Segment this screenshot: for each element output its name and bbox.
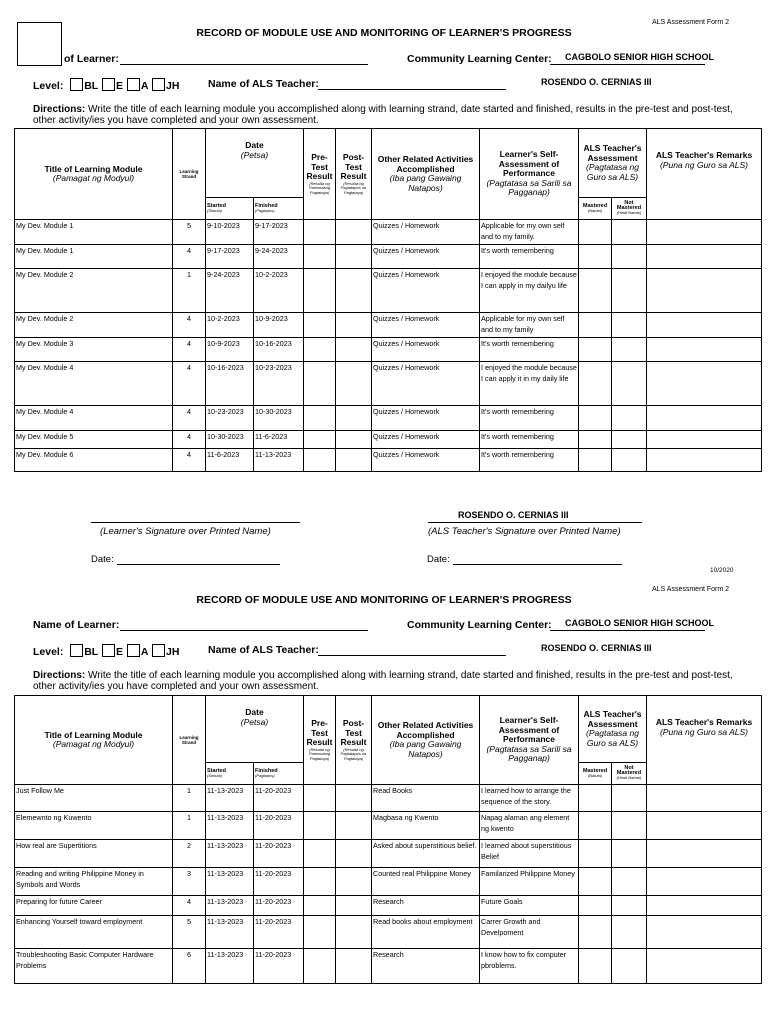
cell-pretest[interactable]: [304, 431, 336, 449]
cell-finished: 11-20-2023: [254, 949, 304, 984]
cell-self-assessment: Napag alaman ang element ng kwento: [480, 812, 579, 840]
cell-finished: 10-23-2023: [254, 362, 304, 406]
module-table-1: [14, 128, 762, 472]
cell-strand: 5: [173, 916, 206, 949]
cell-not-mastered[interactable]: [612, 431, 647, 449]
level-option-e: E: [115, 80, 123, 92]
teacher-signature-label: (ALS Teacher's Signature over Printed Name): [428, 526, 621, 537]
cell-started: 10-2-2023: [206, 313, 254, 338]
header-not-mastered: Not Mastered (Hindi Natuto): [612, 763, 647, 785]
cell-started: 11-13-2023: [206, 812, 254, 840]
cell-pretest[interactable]: [304, 313, 336, 338]
cell-finished: 11-6-2023: [254, 431, 304, 449]
learner-date-field[interactable]: [117, 564, 280, 565]
cell-mastered[interactable]: [579, 785, 612, 812]
cell-other-activity: Quizzes / Homework: [372, 269, 480, 313]
cell-module-title: My Dev. Module 6: [15, 449, 173, 472]
table-row: [15, 916, 762, 949]
clc-label: Community Learning Center:: [407, 619, 552, 631]
header-other-activities: Other Related Activities Accomplished (Iba pang Gawaing Natapos): [372, 696, 480, 785]
table-row: [15, 269, 762, 313]
header-title-module: Title of Learning Module (Pamagat ng Modyul): [15, 696, 173, 785]
cell-remarks[interactable]: [647, 220, 762, 245]
header-pretest: Pre-Test Result (Resulta ng Panimulang Pagtataya): [304, 696, 336, 785]
cell-self-assessment: It's worth remembering: [480, 338, 579, 362]
level-label: Level:: [33, 646, 64, 658]
cell-strand: 4: [173, 313, 206, 338]
header-als-assessment: ALS Teacher's Assessment (Pagtatasa ng Guro sa ALS): [579, 129, 647, 198]
cell-self-assessment: Carrer Growth and Develpoment: [480, 916, 579, 949]
cell-module-title: Preparing for future Career: [15, 896, 173, 916]
clc-value: CAGBOLO SENIOR HIGH SCHOOL: [565, 618, 715, 628]
learner-name-field[interactable]: [120, 630, 368, 631]
cell-posttest[interactable]: [336, 916, 372, 949]
cell-finished: 11-20-2023: [254, 840, 304, 868]
cell-finished: 10-30-2023: [254, 406, 304, 431]
cell-mastered[interactable]: [579, 338, 612, 362]
teacher-date-field[interactable]: [453, 564, 622, 565]
level-checkbox-e[interactable]: [102, 644, 115, 657]
cell-posttest[interactable]: [336, 449, 372, 472]
cell-mastered[interactable]: [579, 245, 612, 269]
directions: [33, 670, 743, 692]
cell-mastered[interactable]: [579, 896, 612, 916]
directions: [33, 104, 743, 126]
cell-strand: 5: [173, 220, 206, 245]
level-option-e: E: [115, 646, 123, 658]
cell-not-mastered[interactable]: [612, 269, 647, 313]
cell-remarks[interactable]: [647, 949, 762, 984]
cell-pretest[interactable]: [304, 840, 336, 868]
level-option-a: A: [140, 646, 149, 658]
cell-remarks[interactable]: [647, 916, 762, 949]
level-checkbox-jh[interactable]: [152, 644, 165, 657]
cell-other-activity: Quizzes / Homework: [372, 220, 480, 245]
cell-pretest[interactable]: [304, 896, 336, 916]
cell-self-assessment: I know how to fix computer pbroblems.: [480, 949, 579, 984]
header-other-activities: Other Related Activities Accomplished (Iba pang Gawaing Natapos): [372, 129, 480, 220]
cell-strand: 1: [173, 812, 206, 840]
cell-pretest[interactable]: [304, 812, 336, 840]
cell-other-activity: Quizzes / Homework: [372, 431, 480, 449]
cell-module-title: Reading and writing Philippine Money in Symbols and Words: [15, 868, 173, 896]
clc-field[interactable]: [550, 630, 705, 631]
cell-posttest[interactable]: [336, 949, 372, 984]
cell-self-assessment: Familarized Philippine Money: [480, 868, 579, 896]
cell-not-mastered[interactable]: [612, 896, 647, 916]
form-title: RECORD OF MODULE USE AND MONITORING OF LEARNER'S PROGRESS: [196, 27, 572, 39]
cell-other-activity: Asked about superstitious belief.: [372, 840, 480, 868]
cell-pretest[interactable]: [304, 269, 336, 313]
cell-module-title: My Dev. Module 2: [15, 313, 173, 338]
directions-label: Directions:: [33, 104, 86, 115]
cell-pretest[interactable]: [304, 868, 336, 896]
cell-module-title: My Dev. Module 3: [15, 338, 173, 362]
table-row: [15, 313, 762, 338]
cell-remarks[interactable]: [647, 785, 762, 812]
cell-remarks[interactable]: [647, 269, 762, 313]
cell-module-title: My Dev. Module 4: [15, 362, 173, 406]
cell-pretest[interactable]: [304, 406, 336, 431]
table-row: [15, 245, 762, 269]
header-finished: Finished (Pagtapos): [254, 198, 304, 220]
cell-mastered[interactable]: [579, 362, 612, 406]
cell-finished: 10-9-2023: [254, 313, 304, 338]
cell-not-mastered[interactable]: [612, 916, 647, 949]
cell-finished: 11-20-2023: [254, 916, 304, 949]
cell-finished: 11-20-2023: [254, 785, 304, 812]
level-option-jh: JH: [166, 646, 180, 658]
cell-mastered[interactable]: [579, 431, 612, 449]
level-checkbox-a[interactable]: [127, 78, 140, 91]
cell-not-mastered[interactable]: [612, 868, 647, 896]
cell-mastered[interactable]: [579, 949, 612, 984]
level-checkbox-bl[interactable]: [70, 644, 83, 657]
cell-pretest[interactable]: [304, 245, 336, 269]
level-option-jh: JH: [166, 80, 180, 92]
cell-strand: 4: [173, 245, 206, 269]
learner-date-label: Date:: [91, 554, 114, 565]
cell-finished: 11-20-2023: [254, 812, 304, 840]
cell-self-assessment: It's worth remembering: [480, 449, 579, 472]
teacher-value: ROSENDO O. CERNIAS III: [541, 77, 652, 87]
cell-started: 11-13-2023: [206, 785, 254, 812]
learner-name-field[interactable]: [120, 64, 368, 65]
table-row: [15, 220, 762, 245]
cell-not-mastered[interactable]: [612, 449, 647, 472]
cell-started: 11-6-2023: [206, 449, 254, 472]
table-row: [15, 840, 762, 868]
cell-remarks[interactable]: [647, 896, 762, 916]
directions-label: Directions:: [33, 670, 86, 681]
cell-posttest[interactable]: [336, 245, 372, 269]
cell-self-assessment: I enjoyed the module because I can apply in my dailyu life: [480, 269, 579, 313]
cell-posttest[interactable]: [336, 431, 372, 449]
cell-pretest[interactable]: [304, 949, 336, 984]
cell-pretest[interactable]: [304, 220, 336, 245]
cell-self-assessment: It's worth remembering: [480, 431, 579, 449]
cell-pretest[interactable]: [304, 338, 336, 362]
header-pretest: Pre-Test Result (Resulta ng Panimulang Pagtataya): [304, 129, 336, 220]
cell-module-title: How real are Supertitions: [15, 840, 173, 868]
header-date: Date (Petsa): [206, 129, 304, 198]
table-row: [15, 406, 762, 431]
level-option-bl: BL: [84, 646, 99, 658]
cell-finished: 11-13-2023: [254, 449, 304, 472]
learner-signature-line[interactable]: [91, 522, 300, 523]
cell-pretest[interactable]: [304, 785, 336, 812]
form-title: RECORD OF MODULE USE AND MONITORING OF LEARNER'S PROGRESS: [196, 594, 572, 606]
cell-pretest[interactable]: [304, 362, 336, 406]
cell-posttest[interactable]: [336, 313, 372, 338]
level-label: Level:: [33, 80, 64, 92]
cell-module-title: My Dev. Module 1: [15, 245, 173, 269]
module-table-2: [14, 695, 762, 984]
cell-mastered[interactable]: [579, 916, 612, 949]
header-mastered: Mastered (Natuto): [579, 198, 612, 220]
revision-date: 10/2020: [710, 567, 734, 574]
cell-self-assessment: I enjoyed the module because I can apply it in my daily life: [480, 362, 579, 406]
cell-remarks[interactable]: [647, 812, 762, 840]
cell-posttest[interactable]: [336, 269, 372, 313]
table-row: [15, 868, 762, 896]
level-option-bl: BL: [84, 80, 99, 92]
cell-started: 10-30-2023: [206, 431, 254, 449]
cell-other-activity: Counted real Philippine Money: [372, 868, 480, 896]
cell-other-activity: Quizzes / Homework: [372, 313, 480, 338]
table-row: [15, 362, 762, 406]
cell-posttest[interactable]: [336, 362, 372, 406]
cell-posttest[interactable]: [336, 812, 372, 840]
cell-strand: 4: [173, 896, 206, 916]
cell-not-mastered[interactable]: [612, 362, 647, 406]
cell-mastered[interactable]: [579, 868, 612, 896]
cell-started: 10-16-2023: [206, 362, 254, 406]
clc-field[interactable]: [550, 64, 705, 65]
cell-finished: 9-24-2023: [254, 245, 304, 269]
level-checkbox-jh[interactable]: [152, 78, 165, 91]
cell-posttest[interactable]: [336, 896, 372, 916]
cell-not-mastered[interactable]: [612, 245, 647, 269]
level-row: [33, 78, 179, 92]
cell-module-title: Enhancing Yourself toward employment: [15, 916, 173, 949]
form-code: ALS Assessment Form 2: [652, 19, 730, 26]
cell-remarks[interactable]: [647, 338, 762, 362]
learner-label: of Learner:: [64, 53, 119, 65]
header-mastered: Mastered (Natuto): [579, 763, 612, 785]
cell-module-title: My Dev. Module 1: [15, 220, 173, 245]
level-option-a: A: [140, 80, 149, 92]
cell-self-assessment: It's worth remembering: [480, 406, 579, 431]
cell-not-mastered[interactable]: [612, 313, 647, 338]
cell-started: 11-13-2023: [206, 840, 254, 868]
cell-posttest[interactable]: [336, 220, 372, 245]
table-row: [15, 896, 762, 916]
cell-mastered[interactable]: [579, 840, 612, 868]
teacher-date-label: Date:: [427, 554, 450, 565]
directions-text: Write the title of each learning module you accomplished along with learning strand, date started and finished, results in the pre-test and post-test, other activity/ies you have completed and your own assessment.: [33, 670, 733, 692]
header-posttest: Post-Test Result (Resulta ng Pagtatapos na Pagtataya): [336, 129, 372, 220]
cell-pretest[interactable]: [304, 916, 336, 949]
cell-posttest[interactable]: [336, 840, 372, 868]
cell-strand: 1: [173, 269, 206, 313]
cell-self-assessment: It's worth remembering: [480, 245, 579, 269]
cell-not-mastered[interactable]: [612, 220, 647, 245]
cell-module-title: Troubleshooting Basic Computer Hardware Problems: [15, 949, 173, 984]
cell-mastered[interactable]: [579, 812, 612, 840]
cell-strand: 4: [173, 362, 206, 406]
header-strand: Learning Strand: [173, 696, 206, 785]
learner-label: Name of Learner:: [33, 619, 120, 631]
level-checkbox-a[interactable]: [127, 644, 140, 657]
cell-posttest[interactable]: [336, 338, 372, 362]
cell-other-activity: Quizzes / Homework: [372, 449, 480, 472]
teacher-field[interactable]: [318, 89, 506, 90]
header-started: Started (Simula): [206, 198, 254, 220]
cell-strand: 6: [173, 949, 206, 984]
teacher-field[interactable]: [318, 655, 506, 656]
level-checkbox-e[interactable]: [102, 78, 115, 91]
teacher-label: Name of ALS Teacher:: [208, 78, 319, 90]
cell-remarks[interactable]: [647, 245, 762, 269]
cell-other-activity: Quizzes / Homework: [372, 362, 480, 406]
cell-other-activity: Quizzes / Homework: [372, 406, 480, 431]
header-remarks: ALS Teacher's Remarks (Puna ng Guro sa ALS): [647, 696, 762, 785]
table-row: [15, 949, 762, 984]
learner-signature-label: (Learner's Signature over Printed Name): [100, 526, 271, 537]
cell-module-title: My Dev. Module 5: [15, 431, 173, 449]
cell-strand: 1: [173, 785, 206, 812]
cell-self-assessment: Applicable for my own self and to my family.: [480, 220, 579, 245]
cell-other-activity: Quizzes / Homework: [372, 245, 480, 269]
cell-not-mastered[interactable]: [612, 338, 647, 362]
cell-finished: 11-20-2023: [254, 896, 304, 916]
directions-text: Write the title of each learning module you accomplished along with learning strand, date started and finished, results in the pre-test and post-test, other activity/ies you have completed and your own assessment.: [33, 104, 733, 126]
cell-strand: 4: [173, 449, 206, 472]
teacher-label: Name of ALS Teacher:: [208, 644, 319, 656]
teacher-value: ROSENDO O. CERNIAS III: [541, 643, 652, 653]
cell-not-mastered[interactable]: [612, 812, 647, 840]
cell-strand: 3: [173, 868, 206, 896]
photo-box: [17, 22, 62, 66]
header-date: Date (Petsa): [206, 696, 304, 763]
cell-not-mastered[interactable]: [612, 949, 647, 984]
table-row: [15, 449, 762, 472]
cell-remarks[interactable]: [647, 406, 762, 431]
cell-module-title: Just Follow Me: [15, 785, 173, 812]
cell-remarks[interactable]: [647, 840, 762, 868]
cell-other-activity: Read Books: [372, 785, 480, 812]
cell-finished: 9-17-2023: [254, 220, 304, 245]
cell-remarks[interactable]: [647, 868, 762, 896]
cell-remarks[interactable]: [647, 431, 762, 449]
cell-self-assessment: Future Goals: [480, 896, 579, 916]
cell-strand: 4: [173, 431, 206, 449]
table-row: [15, 338, 762, 362]
cell-not-mastered[interactable]: [612, 406, 647, 431]
cell-remarks[interactable]: [647, 449, 762, 472]
cell-posttest[interactable]: [336, 406, 372, 431]
cell-posttest[interactable]: [336, 868, 372, 896]
cell-module-title: My Dev. Module 2: [15, 269, 173, 313]
cell-mastered[interactable]: [579, 220, 612, 245]
cell-other-activity: Research: [372, 896, 480, 916]
cell-module-title: Elemewnto ng Kuwento: [15, 812, 173, 840]
cell-remarks[interactable]: [647, 313, 762, 338]
header-als-assessment: ALS Teacher's Assessment (Pagtatasa ng Guro sa ALS): [579, 696, 647, 763]
cell-mastered[interactable]: [579, 449, 612, 472]
cell-mastered[interactable]: [579, 406, 612, 431]
table-row: [15, 812, 762, 840]
header-not-mastered: Not Mastered (Hindi Natuto): [612, 198, 647, 220]
cell-remarks[interactable]: [647, 362, 762, 406]
header-self-assessment: Learner's Self-Assessment of Performance (Pagtatasa sa Sarili sa Pagganap): [480, 129, 579, 220]
cell-other-activity: Quizzes / Homework: [372, 338, 480, 362]
cell-started: 9-10-2023: [206, 220, 254, 245]
form-code: ALS Assessment Form 2: [652, 586, 730, 593]
cell-started: 9-24-2023: [206, 269, 254, 313]
table-row: [15, 785, 762, 812]
header-posttest: Post-Test Result (Resulta ng Pagtatapos na Pagtataya): [336, 696, 372, 785]
header-title-module: Title of Learning Module (Pamagat ng Modyul): [15, 129, 173, 220]
teacher-signature-line[interactable]: [428, 522, 642, 523]
cell-not-mastered[interactable]: [612, 785, 647, 812]
level-checkbox-bl[interactable]: [70, 78, 83, 91]
cell-mastered[interactable]: [579, 269, 612, 313]
cell-started: 11-13-2023: [206, 916, 254, 949]
level-row: [33, 644, 179, 658]
cell-finished: 10-16-2023: [254, 338, 304, 362]
cell-strand: 4: [173, 406, 206, 431]
cell-self-assessment: I learned how to arrange the sequence of the story.: [480, 785, 579, 812]
clc-value: CAGBOLO SENIOR HIGH SCHOOL: [565, 52, 715, 62]
cell-self-assessment: Applicable for my own self and to my family: [480, 313, 579, 338]
sig-teacher-name: ROSENDO O. CERNIAS III: [458, 510, 569, 520]
cell-finished: 10-2-2023: [254, 269, 304, 313]
cell-started: 10-9-2023: [206, 338, 254, 362]
cell-strand: 2: [173, 840, 206, 868]
clc-label: Community Learning Center:: [407, 53, 552, 65]
cell-started: 11-13-2023: [206, 868, 254, 896]
header-started: Started (Simula): [206, 763, 254, 785]
header-strand: Learning Strand: [173, 129, 206, 220]
cell-started: 10-23-2023: [206, 406, 254, 431]
cell-started: 11-13-2023: [206, 949, 254, 984]
cell-mastered[interactable]: [579, 313, 612, 338]
cell-finished: 11-20-2023: [254, 868, 304, 896]
header-self-assessment: Learner's Self-Assessment of Performance (Pagtatasa sa Sarili sa Pagganap): [480, 696, 579, 785]
cell-started: 9-17-2023: [206, 245, 254, 269]
cell-other-activity: Read books about employment: [372, 916, 480, 949]
cell-posttest[interactable]: [336, 785, 372, 812]
cell-other-activity: Magbasa ng Kwento: [372, 812, 480, 840]
cell-not-mastered[interactable]: [612, 840, 647, 868]
cell-module-title: My Dev. Module 4: [15, 406, 173, 431]
table-row: [15, 431, 762, 449]
cell-strand: 4: [173, 338, 206, 362]
header-remarks: ALS Teacher's Remarks (Puna ng Guro sa ALS): [647, 129, 762, 220]
cell-other-activity: Research: [372, 949, 480, 984]
cell-pretest[interactable]: [304, 449, 336, 472]
cell-started: 11-13-2023: [206, 896, 254, 916]
header-finished: Finished (Pagtapos): [254, 763, 304, 785]
cell-self-assessment: I learned about superstitious Belief: [480, 840, 579, 868]
